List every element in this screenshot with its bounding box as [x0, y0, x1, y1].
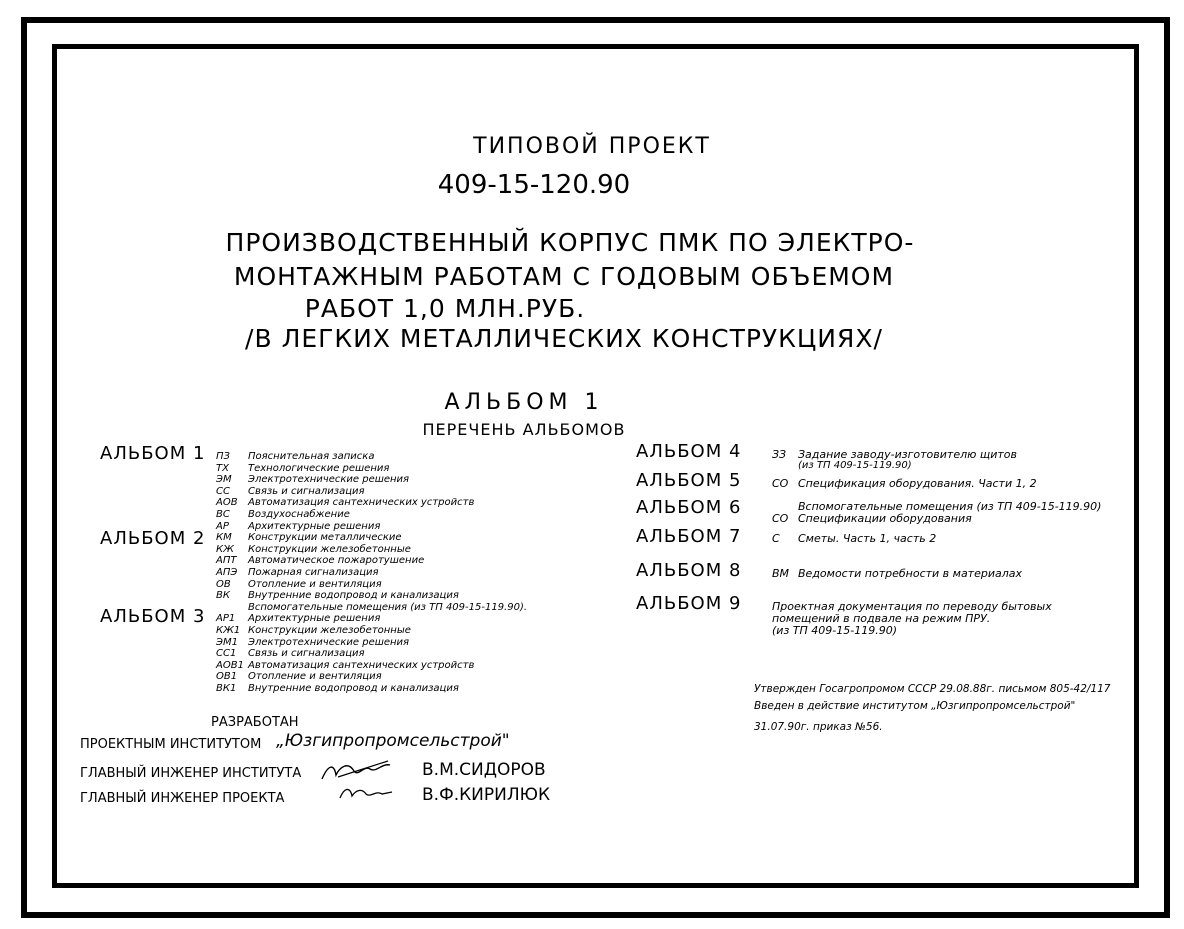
list-item: ВК1 Внутренние водопровод и канализация [216, 682, 459, 694]
list-item: АР Архитектурные решения [216, 520, 381, 532]
right-album-8-code: ВМ [772, 567, 790, 580]
list-item: СС1 Связь и сигнализация [216, 648, 365, 660]
right-album-9-line1: Проектная документация по переводу бытовых [772, 600, 1052, 613]
signature-2 [336, 782, 396, 804]
title-line-3: РАБОТ 1,0 МЛН.РУБ. [304, 294, 586, 323]
list-item: ТХ Технологические решения [216, 462, 390, 474]
list-item: ЭМ Электротехнические решения [216, 474, 410, 486]
title-line-2: МОНТАЖНЫМ РАБОТАМ С ГОДОВЫМ ОБЪЕМОМ [233, 262, 895, 291]
chief-institute-name: В.М.СИДОРОВ [422, 760, 546, 780]
right-album-9-line3: (из ТП 409-15-119.90) [772, 624, 897, 637]
list-item: СС Связь и сигнализация [216, 485, 365, 497]
approval-line-2: Введен в действие институтом „Юзгипропромсельстрой" [754, 700, 1076, 712]
right-album-6-code: СО [772, 512, 789, 525]
list-item: ВК Внутренние водопровод и канализация [216, 590, 459, 602]
left-album-list [216, 448, 528, 694]
list-item: АОВ Автоматизация сантехнических устройств [216, 497, 475, 509]
project-type: ТИПОВОЙ ПРОЕКТ [473, 134, 711, 159]
list-item: ОВ Отопление и вентиляция [216, 578, 382, 590]
list-item: АР1 Архитектурные решения [216, 613, 381, 625]
right-album-6-line2: Спецификации оборудования [798, 512, 972, 525]
album-heading: АЛЬБОМ 1 [444, 390, 604, 415]
list-item: АОВ1 Автоматизация сантехнических устройств [216, 659, 475, 671]
right-album-8-line1: Ведомости потребности в материалах [798, 567, 1023, 580]
right-album-7-code: С [772, 532, 780, 545]
list-item: Вспомогательные помещения (из ТП 409-15-119.90). [248, 601, 528, 613]
list-item: ЭМ1 Электротехнические решения [216, 636, 410, 648]
list-item: КЖ Конструкции железобетонные [216, 543, 411, 555]
right-album-4-label: АЛЬБОМ 4 [636, 441, 742, 462]
chief-project-name: В.Ф.КИРИЛЮК [422, 785, 551, 805]
right-album-7-line1: Сметы. Часть 1, часть 2 [798, 532, 937, 545]
title-line-1: ПРОИЗВОДСТВЕННЫЙ КОРПУС ПМК ПО ЭЛЕКТРО- [225, 228, 915, 257]
left-album-2-label: АЛЬБОМ 2 [100, 528, 206, 549]
chief-institute-label: ГЛАВНЫЙ ИНЖЕНЕР ИНСТИТУТА [80, 766, 302, 781]
developer-institute-name: „Юзгипропромсельстрой" [276, 731, 510, 751]
right-album-4-line1: Задание заводу-изготовителю щитов [798, 448, 1018, 461]
right-album-5-line1: Спецификация оборудования. Части 1, 2 [798, 477, 1037, 490]
left-album-1-label: АЛЬБОМ 1 [100, 443, 206, 464]
title-line-4: /В ЛЕГКИХ МЕТАЛЛИЧЕСКИХ КОНСТРУКЦИЯХ/ [245, 324, 883, 353]
project-number: 409-15-120.90 [437, 170, 631, 200]
list-item: КМ Конструкции металлические [216, 532, 402, 544]
right-album-4-line2: (из ТП 409-15-119.90) [798, 460, 912, 471]
list-item: ПЗ Пояснительная записка [216, 451, 375, 462]
right-album-6-line1: Вспомогательные помещения (из ТП 409-15-119.90) [798, 500, 1102, 513]
list-item: КЖ1 Конструкции железобетонные [216, 624, 411, 636]
approval-line-1: Утвержден Госагропромом СССР 29.08.88г. письмом 805-42/117 [754, 683, 1111, 695]
developer-institute-prefix: ПРОЕКТНЫМ ИНСТИТУТОМ [80, 737, 262, 752]
chief-project-label: ГЛАВНЫЙ ИНЖЕНЕР ПРОЕКТА [80, 791, 285, 806]
right-album-9-line2: помещений в подвале на режим ПРУ. [772, 612, 991, 625]
list-heading: ПЕРЕЧЕНЬ АЛЬБОМОВ [422, 420, 626, 439]
developer-label: РАЗРАБОТАН [211, 715, 299, 730]
approval-line-3: 31.07.90г. приказ №56. [754, 721, 883, 733]
right-album-6-label: АЛЬБОМ 6 [636, 497, 742, 518]
list-item: ОВ1 Отопление и вентиляция [216, 671, 382, 683]
signature-1 [318, 755, 398, 785]
right-album-9-label: АЛЬБОМ 9 [636, 593, 742, 614]
list-item: АПЭ Пожарная сигнализация [216, 566, 379, 578]
list-item: ВС Воздухоснабжение [216, 508, 350, 520]
right-album-7-label: АЛЬБОМ 7 [636, 526, 742, 547]
right-album-5-label: АЛЬБОМ 5 [636, 470, 742, 491]
right-album-5-code: СО [772, 477, 789, 490]
left-album-3-label: АЛЬБОМ 3 [100, 606, 206, 627]
right-album-4-code: ЗЗ [772, 448, 787, 461]
right-album-8-label: АЛЬБОМ 8 [636, 560, 742, 581]
list-item: АПТ Автоматическое пожаротушение [216, 555, 425, 567]
